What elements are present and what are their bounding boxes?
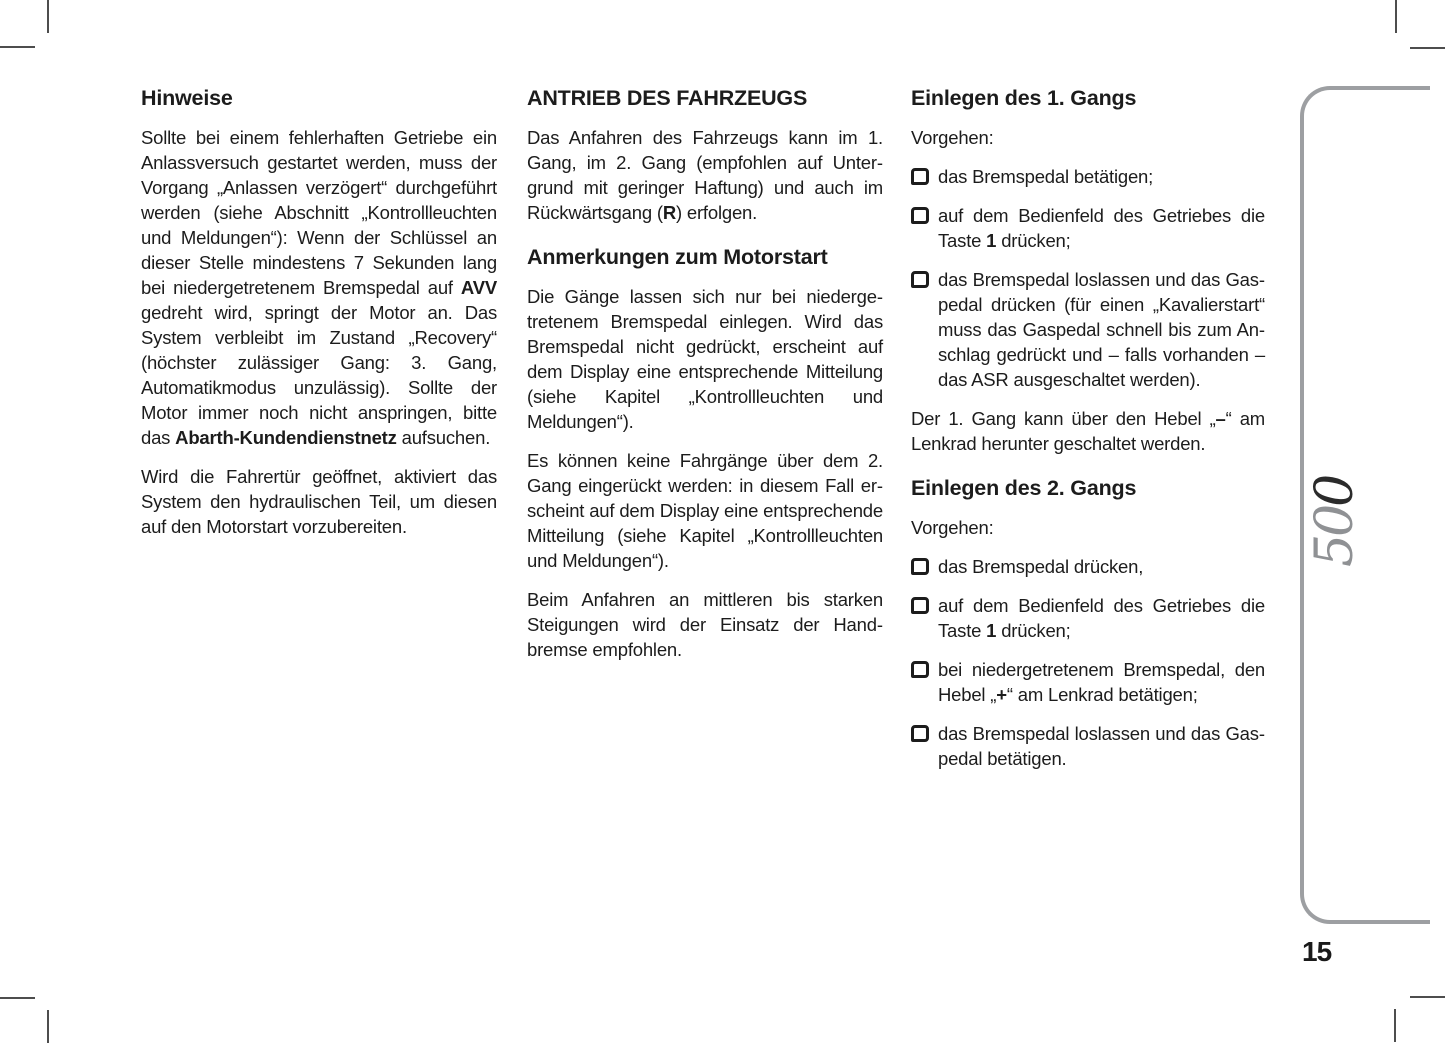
list-item (911, 267, 1265, 392)
crop-mark-bottom-left-horizontal (0, 997, 35, 999)
column-antrieb (527, 86, 883, 676)
list-item-text: das Bremspedal loslassen und das Gaspedal drücken (für einen „Kavalierstart“ muss das Gaspedal schnell bis zum Anschlag gedrückt und – falls vorhanden – das ASR ausgeschaltet werden). (938, 269, 1265, 390)
checkbox-bullet-icon (911, 558, 929, 575)
fiat-500-logo-graphic (1306, 433, 1368, 573)
list-item (911, 554, 1265, 579)
checkbox-bullet-icon (911, 271, 929, 288)
section-heading-antrieb: ANTRIEB DES FAHRZEUGS (527, 86, 808, 110)
paragraph: Wird die Fahrertür geöffnet, aktiviert das System den hydraulischen Teil, um diesen auf den Motorstart vorzubereiten. (141, 466, 497, 537)
fiat-500-logo (1306, 433, 1368, 573)
list-item (911, 657, 1265, 707)
section-heading-gang1: Einlegen des 1. Gangs (911, 86, 1137, 110)
crop-mark-top-right-vertical (1395, 0, 1397, 33)
page-number: 15 (1302, 936, 1332, 967)
paragraph: Sollte bei einem fehlerhaften Getriebe ein Anlassversuch gestartet werden, muss der Vorgang „Anlassen verzögert“ durchgeführt werden (siehe Abschnitt „Kontrollleuchten und Meldungen“): Wenn der Schlüssel an dieser Stelle mindestens 7 Sekunden lang bei niedergetretenem Bremspedal auf AVV gedreht wird, springt der Motor an. Das System verbleibt im Zustand „Recovery“ (höchster zulässiger Gang: 3. Gang, Automatikmodus unzulässig). Sollte der Motor immer noch nicht anspringen, bitte das Abarth-Kundendienstnetz aufsuchen. (141, 127, 497, 448)
section-heading-gang2: Einlegen des 2. Gangs (911, 476, 1137, 500)
crop-mark-top-right-horizontal (1410, 47, 1445, 49)
intro-label: Vorgehen: (911, 127, 994, 148)
crop-mark-bottom-right-horizontal (1410, 996, 1445, 998)
intro-label: Vorgehen: (911, 517, 994, 538)
list-item-text: das Bremspedal betätigen; (938, 166, 1154, 187)
crop-mark-bottom-right-vertical (1394, 1009, 1396, 1042)
paragraph: Der 1. Gang kann über den Hebel „–“ am Lenkrad herunter geschaltet werden. (911, 408, 1265, 454)
list-item (911, 721, 1265, 771)
checkbox-bullet-icon (911, 661, 929, 678)
list-item-text: das Bremspedal drücken, (938, 556, 1144, 577)
logo-text-gray: 50 (1306, 506, 1365, 567)
checkbox-bullet-icon (911, 168, 929, 185)
column-gangwahl (911, 86, 1265, 785)
column-hinweise (141, 86, 497, 553)
section-heading-motorstart: Anmerkungen zum Motorstart (527, 245, 828, 269)
svg-text:500 (1306, 475, 1365, 567)
checkbox-bullet-icon (911, 597, 929, 614)
logo-text-black: 0 (1306, 476, 1365, 507)
list-item-text: auf dem Bedienfeld des Getriebes die Taste 1 drücken; (938, 595, 1265, 641)
list-item-text: das Bremspedal loslassen und das Gaspedal betätigen. (938, 723, 1265, 769)
list-item-text: auf dem Bedienfeld des Getriebes die Taste 1 drücken; (938, 205, 1265, 251)
crop-mark-bottom-left-vertical (47, 1010, 49, 1043)
crop-mark-top-left-vertical (47, 0, 49, 33)
crop-mark-top-left-horizontal (0, 46, 35, 48)
paragraph: Das Anfahren des Fahrzeugs kann im 1. Gang, im 2. Gang (empfohlen auf Untergrund mit geringer Haftung) und auch im Rückwärtsgang (R) erfolgen. (527, 127, 883, 223)
checkbox-bullet-icon (911, 725, 929, 742)
checkbox-bullet-icon (911, 207, 929, 224)
paragraph: Die Gänge lassen sich nur bei niedergetretenem Bremspedal einlegen. Wird das Bremspedal nicht gedrückt, erscheint auf dem Display eine entsprechende Mitteilung (siehe Kapitel „Kontrollleuchten und Meldungen“). (527, 286, 883, 432)
paragraph: Beim Anfahren an mittleren bis starken Steigungen wird der Einsatz der Handbremse empfohlen. (527, 589, 883, 660)
list-item (911, 203, 1265, 253)
paragraph: Es können keine Fahrgänge über dem 2. Gang eingerückt werden: in diesem Fall erscheint auf dem Display eine entsprechende Mitteilung (siehe Kapitel „Kontrollleuchten und Meldungen“). (527, 450, 883, 571)
list-item-text: bei niedergetretenem Bremspedal, den Hebel „+“ am Lenkrad betätigen; (938, 659, 1265, 705)
list-item (911, 593, 1265, 643)
list-item (911, 164, 1265, 189)
section-heading-hinweise: Hinweise (141, 86, 233, 110)
